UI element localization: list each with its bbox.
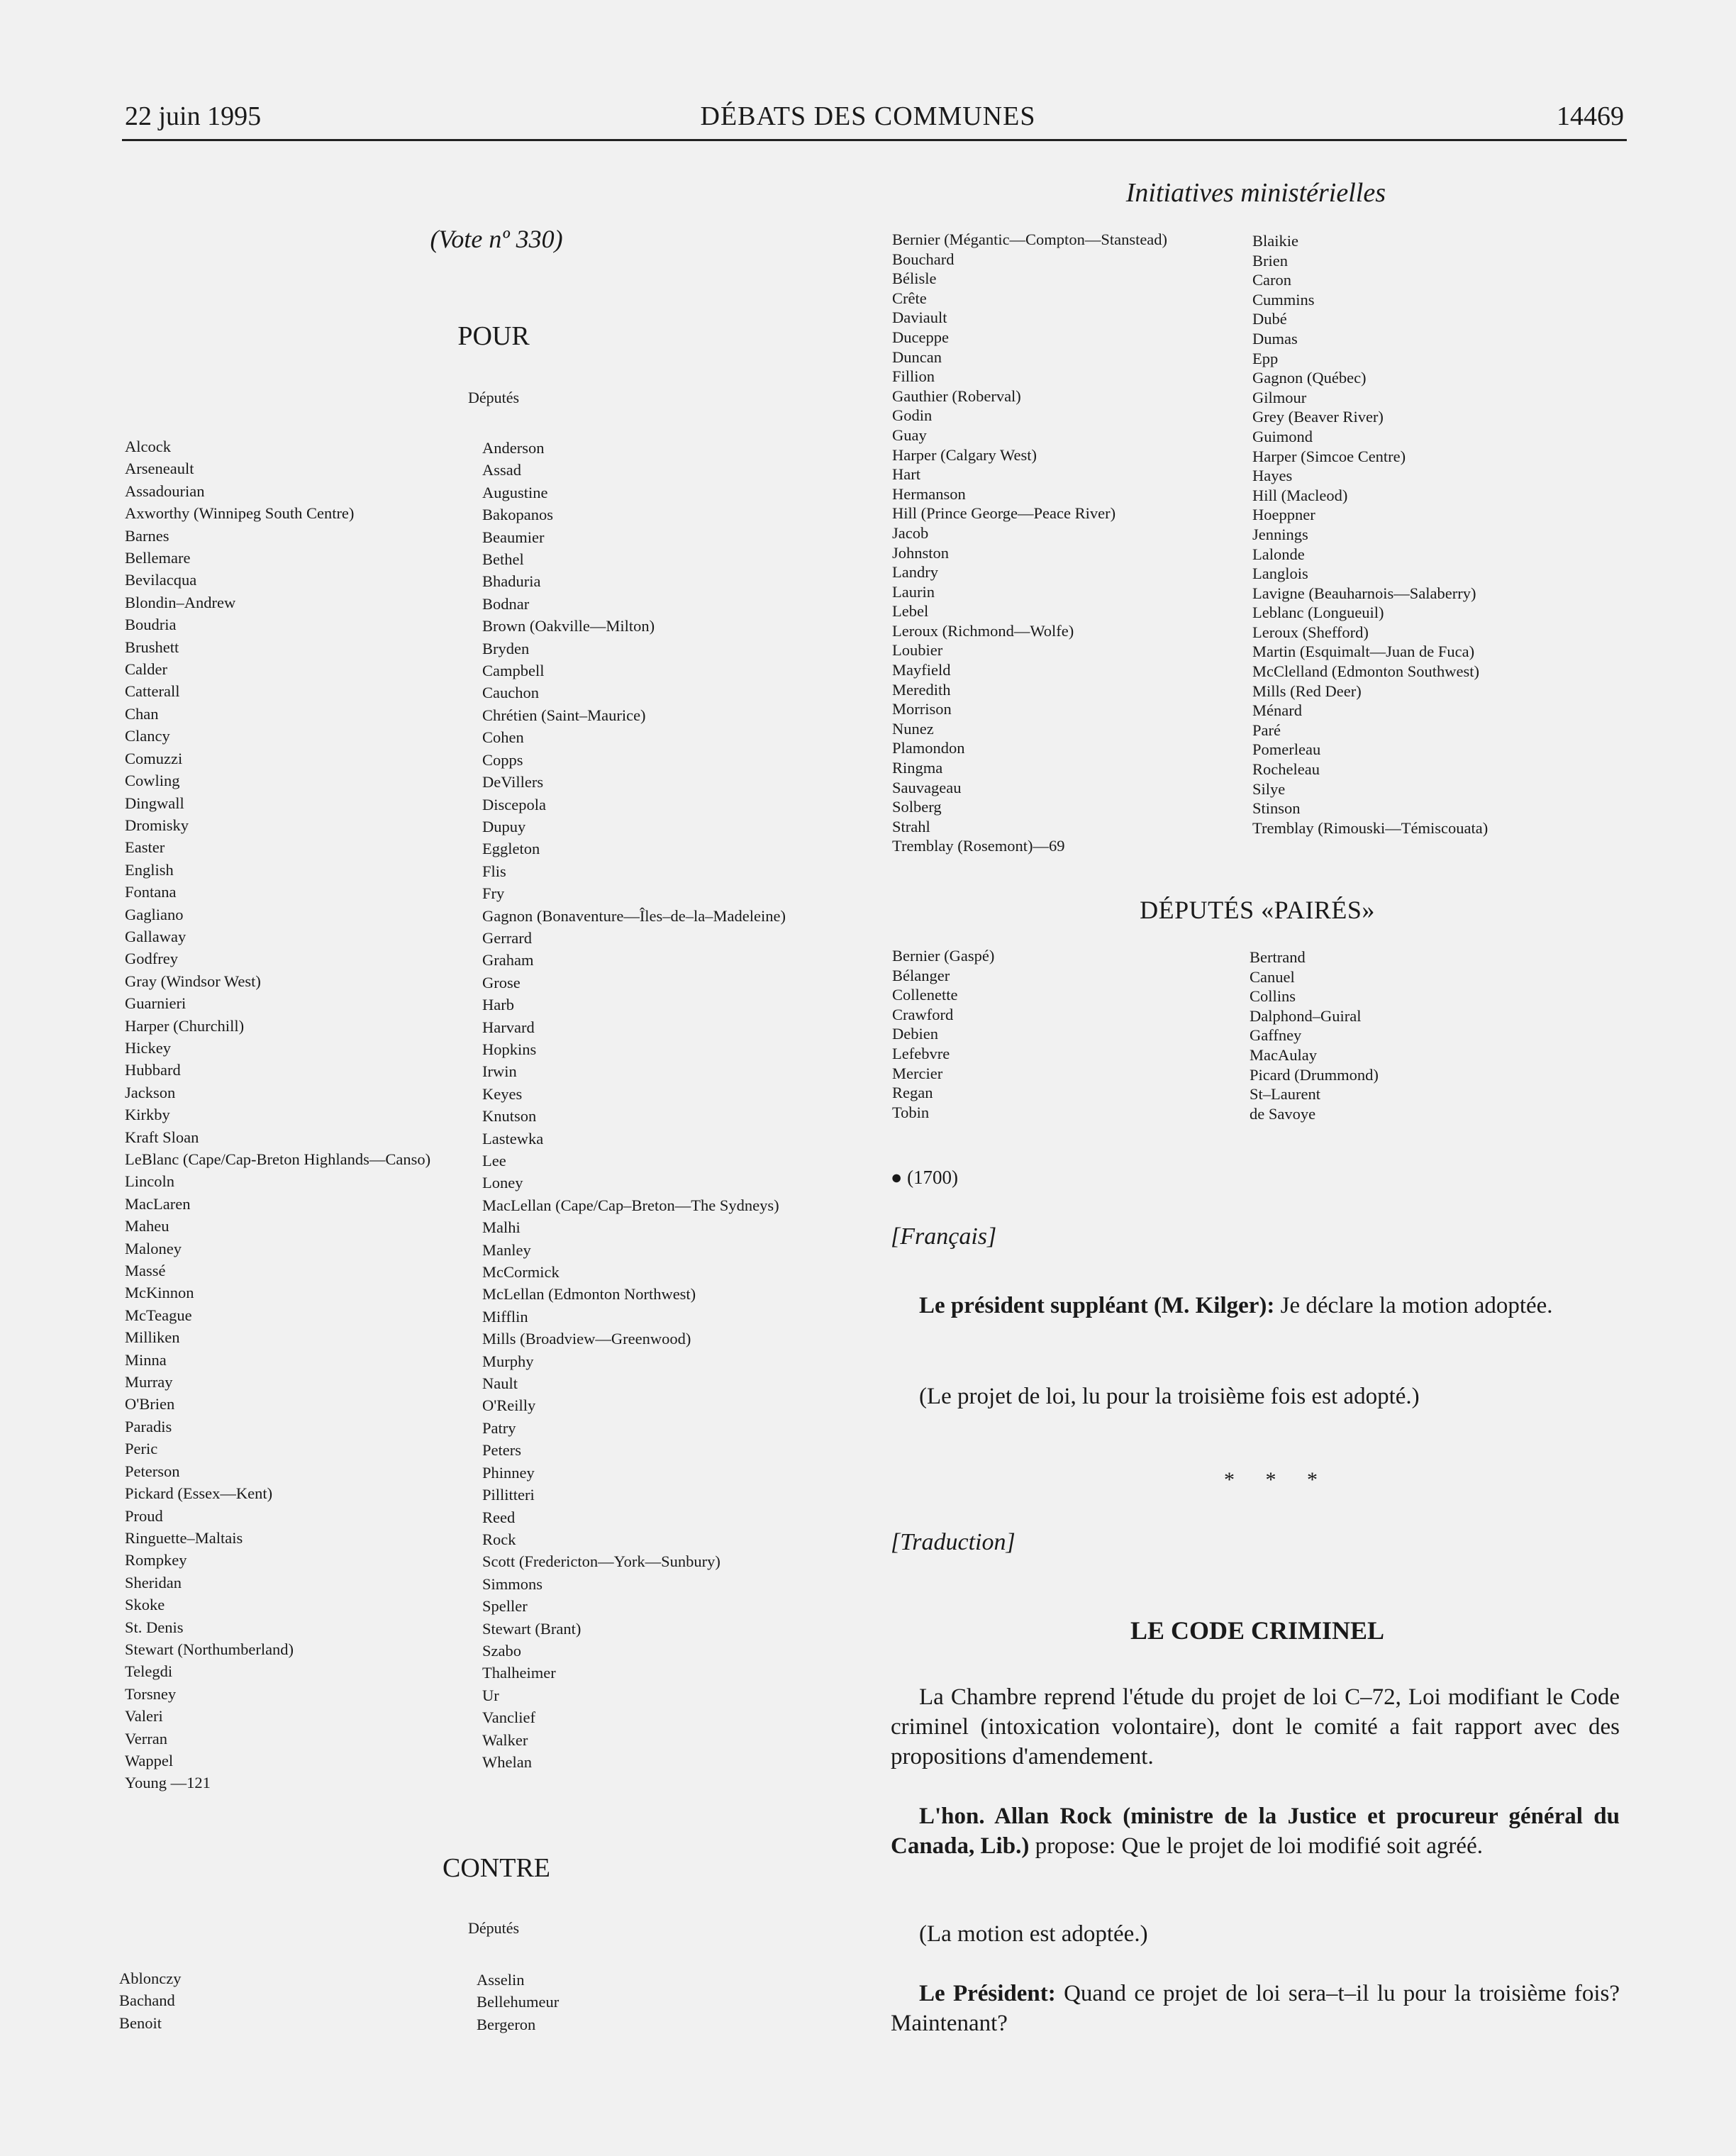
member-name: Tremblay (Rosemont)—69 bbox=[892, 837, 1065, 855]
member-name: LeBlanc (Cape/Cap-Breton Highlands—Canso) bbox=[125, 1150, 431, 1168]
member-name: Dromisky bbox=[125, 816, 189, 834]
time-marker: ● (1700) bbox=[891, 1167, 959, 1188]
header-page-number: 14469 bbox=[1557, 101, 1624, 131]
member-name: Flis bbox=[482, 862, 506, 880]
member-name: O'Reilly bbox=[482, 1396, 536, 1415]
member-name: Nunez bbox=[892, 719, 934, 738]
member-name: MacAulay bbox=[1250, 1045, 1317, 1064]
member-name: Patry bbox=[482, 1418, 516, 1437]
member-name: Kraft Sloan bbox=[125, 1128, 199, 1146]
member-name: Harb bbox=[482, 996, 514, 1014]
member-name: Gagliano bbox=[125, 905, 184, 923]
member-name: Guimond bbox=[1252, 427, 1313, 445]
member-name: Bhaduria bbox=[482, 572, 541, 591]
member-name: Valeri bbox=[125, 1707, 163, 1726]
pour-column-2 bbox=[482, 437, 786, 1773]
member-name: Assadourian bbox=[125, 482, 205, 500]
member-name: Speller bbox=[482, 1597, 528, 1616]
section-title: LE CODE CRIMINEL bbox=[1130, 1616, 1385, 1645]
member-name: Loney bbox=[482, 1174, 523, 1192]
member-name: Collins bbox=[1250, 987, 1296, 1006]
member-name: Skoke bbox=[125, 1596, 165, 1614]
member-name: Sauvageau bbox=[892, 778, 962, 796]
paires-column-1 bbox=[892, 946, 994, 1122]
rock-paragraph bbox=[891, 1801, 1620, 1861]
member-name: Hopkins bbox=[482, 1040, 537, 1058]
member-name: English bbox=[125, 860, 174, 879]
member-name: McKinnon bbox=[125, 1284, 194, 1302]
member-name: DeVillers bbox=[482, 773, 544, 791]
member-name: Brien bbox=[1252, 251, 1288, 270]
member-name: Dubé bbox=[1252, 310, 1287, 328]
member-name: Duncan bbox=[892, 348, 942, 366]
member-name: Anderson bbox=[482, 439, 545, 457]
contre-column-1 bbox=[119, 1967, 181, 2034]
member-name: Hill (Macleod) bbox=[1252, 486, 1348, 504]
member-name: Keyes bbox=[482, 1084, 523, 1103]
member-name: Crête bbox=[892, 289, 927, 307]
member-name: Jennings bbox=[1252, 525, 1308, 543]
member-name: Cauchon bbox=[482, 684, 539, 702]
speaker-name: Le Président: bbox=[919, 1981, 1056, 2006]
paires-column-2 bbox=[1250, 948, 1379, 1123]
member-name: Axworthy (Winnipeg South Centre) bbox=[125, 504, 355, 523]
member-name: Leroux (Richmond—Wolfe) bbox=[892, 621, 1074, 640]
member-name: Dalphond–Guiral bbox=[1250, 1006, 1362, 1025]
president-suppleant-paragraph bbox=[891, 1291, 1620, 1321]
member-name: Nault bbox=[482, 1374, 518, 1393]
member-name: Arseneault bbox=[125, 460, 194, 478]
member-name: Strahl bbox=[892, 817, 930, 835]
member-name: Paradis bbox=[125, 1417, 172, 1435]
member-name: St–Laurent bbox=[1250, 1085, 1320, 1104]
member-name: Debien bbox=[892, 1025, 938, 1043]
member-name: Tremblay (Rimouski—Témiscouata) bbox=[1252, 818, 1489, 837]
member-name: Whelan bbox=[482, 1752, 532, 1771]
president-paragraph bbox=[891, 1979, 1620, 2038]
member-name: Jacob bbox=[892, 523, 929, 542]
member-name: Telegdi bbox=[125, 1662, 173, 1681]
member-name: McClelland (Edmonton Southwest) bbox=[1252, 662, 1479, 681]
member-name: St. Denis bbox=[125, 1618, 184, 1636]
member-name: Loubier bbox=[892, 641, 943, 660]
member-name: Dingwall bbox=[125, 794, 184, 812]
member-name: Guarnieri bbox=[125, 994, 187, 1013]
member-name: Milliken bbox=[125, 1328, 180, 1347]
speaker-name: Le président suppléant (M. Kilger): bbox=[919, 1293, 1275, 1318]
member-name: Graham bbox=[482, 951, 534, 969]
member-name: Bodnar bbox=[482, 594, 530, 613]
member-name: Jackson bbox=[125, 1083, 176, 1101]
member-name: Fontana bbox=[125, 883, 177, 901]
member-name: Lastewka bbox=[482, 1129, 544, 1148]
member-name: Stewart (Northumberland) bbox=[125, 1640, 294, 1658]
member-name: Peric bbox=[125, 1440, 158, 1458]
member-name: Manley bbox=[482, 1240, 531, 1259]
member-name: Eggleton bbox=[482, 840, 540, 858]
member-name: Knutson bbox=[482, 1107, 537, 1126]
member-name: Duceppe bbox=[892, 328, 949, 346]
member-name: Grey (Beaver River) bbox=[1252, 408, 1384, 426]
member-name: Plamondon bbox=[892, 739, 965, 757]
pour-deputes-subtitle: Députés bbox=[467, 389, 520, 406]
member-name: Laurin bbox=[892, 582, 935, 601]
paires-title: DÉPUTÉS «PAIRÉS» bbox=[1140, 896, 1375, 924]
member-name: Assad bbox=[482, 461, 521, 479]
member-name: Lefebvre bbox=[892, 1044, 950, 1062]
member-name: Gallaway bbox=[125, 927, 187, 945]
member-name: Harper (Calgary West) bbox=[892, 445, 1037, 464]
contre-deputes-subtitle: Députés bbox=[467, 1919, 520, 1937]
member-name: Regan bbox=[892, 1084, 933, 1102]
member-name: Maloney bbox=[125, 1239, 182, 1257]
member-name: Leroux (Shefford) bbox=[1252, 623, 1369, 641]
separator-stars: * * * bbox=[1224, 1468, 1330, 1491]
traduction-tag: [Traduction] bbox=[891, 1529, 1016, 1555]
member-name: Blondin–Andrew bbox=[125, 593, 236, 611]
member-name: Tobin bbox=[892, 1103, 930, 1121]
member-name: O'Brien bbox=[125, 1395, 175, 1413]
member-name: Caron bbox=[1252, 271, 1291, 289]
member-name: Mills (Broadview—Greenwood) bbox=[482, 1330, 691, 1348]
member-name: Bellehumeur bbox=[477, 1993, 560, 2011]
member-name: Gagnon (Québec) bbox=[1252, 369, 1367, 387]
member-name: Dupuy bbox=[482, 817, 526, 835]
member-name: Catterall bbox=[125, 682, 180, 701]
member-name: Vanclief bbox=[482, 1708, 535, 1727]
member-name: Bryden bbox=[482, 639, 530, 657]
member-name: Gerrard bbox=[482, 928, 532, 947]
member-name: Blaikie bbox=[1252, 232, 1298, 250]
member-name: Langlois bbox=[1252, 565, 1308, 583]
member-name: Massé bbox=[125, 1262, 166, 1280]
member-name: Mills (Red Deer) bbox=[1252, 682, 1362, 700]
header-rule bbox=[122, 139, 1627, 141]
member-name: Hayes bbox=[1252, 467, 1293, 485]
member-name: Bachand bbox=[119, 1991, 175, 2010]
member-name: Young —121 bbox=[125, 1774, 211, 1792]
member-name: Hickey bbox=[125, 1038, 171, 1057]
time-marker-text: (1700) bbox=[907, 1167, 959, 1188]
member-name: Augustine bbox=[482, 483, 548, 501]
member-name: Ménard bbox=[1252, 701, 1302, 720]
member-name: Harvard bbox=[482, 1018, 535, 1036]
speech-text: Quand ce projet de loi sera–t–il lu pour la troisième fois? Maintenant? bbox=[891, 1981, 1620, 2036]
member-name: Hubbard bbox=[125, 1061, 181, 1079]
header-title: DÉBATS DES COMMUNES bbox=[700, 101, 1036, 131]
member-name: Benoit bbox=[119, 2013, 162, 2032]
member-name: Martin (Esquimalt—Juan de Fuca) bbox=[1252, 643, 1475, 661]
member-name: Bernier (Mégantic—Compton—Stanstead) bbox=[892, 230, 1168, 248]
bill-adopted-note: (Le projet de loi, lu pour la troisième fois est adopté.) bbox=[919, 1384, 1420, 1409]
member-name: Canuel bbox=[1250, 967, 1295, 986]
member-name: Clancy bbox=[125, 727, 170, 745]
member-name: Beaumier bbox=[482, 528, 545, 546]
member-name: Kirkby bbox=[125, 1106, 170, 1124]
member-name: Reed bbox=[482, 1508, 516, 1526]
member-name: Pomerleau bbox=[1252, 740, 1321, 759]
member-name: Szabo bbox=[482, 1641, 521, 1660]
member-name: Minna bbox=[125, 1350, 167, 1369]
member-name: Thalheimer bbox=[482, 1664, 556, 1682]
member-name: Irwin bbox=[482, 1062, 517, 1081]
member-name: Mayfield bbox=[892, 661, 951, 679]
member-name: Picard (Drummond) bbox=[1250, 1065, 1379, 1084]
member-name: de Savoye bbox=[1250, 1104, 1316, 1123]
member-name: Lincoln bbox=[125, 1172, 174, 1191]
member-name: Bellemare bbox=[125, 549, 191, 567]
member-name: Ablonczy bbox=[119, 1969, 182, 1987]
member-name: Gilmour bbox=[1252, 388, 1307, 406]
member-name: Fillion bbox=[892, 367, 935, 386]
vote-label: (Vote nº 330) bbox=[430, 225, 563, 253]
member-name: Rock bbox=[482, 1530, 516, 1548]
member-name: Ur bbox=[482, 1686, 499, 1704]
member-name: Brown (Oakville—Milton) bbox=[482, 617, 655, 635]
member-name: Stewart (Brant) bbox=[482, 1619, 582, 1638]
member-name: Ringuette–Maltais bbox=[125, 1528, 243, 1547]
member-name: Hill (Prince George—Peace River) bbox=[892, 504, 1116, 523]
member-name: Gray (Windsor West) bbox=[125, 972, 261, 990]
member-name: Pickard (Essex—Kent) bbox=[125, 1484, 273, 1503]
member-name: Harper (Simcoe Centre) bbox=[1252, 447, 1406, 465]
member-name: Malhi bbox=[482, 1218, 521, 1237]
member-name: Boudria bbox=[125, 616, 177, 634]
member-name: Phinney bbox=[482, 1463, 535, 1482]
contre-column-3 bbox=[892, 230, 1167, 856]
member-name: Mifflin bbox=[482, 1307, 528, 1326]
resume-paragraph: La Chambre reprend l'étude du projet de loi C–72, Loi modifiant le Code criminel (intoxication volontaire), dont le comité a fait rapport avec des propositions d'amendement. bbox=[891, 1684, 1620, 1769]
speaker-name: L'hon. Allan Rock (ministre de la Justice et procureur général du Canada, Lib.) bbox=[891, 1804, 1620, 1859]
member-name: Comuzzi bbox=[125, 749, 183, 767]
member-name: Collenette bbox=[892, 986, 958, 1004]
member-name: Rompkey bbox=[125, 1551, 187, 1569]
member-name: Bélanger bbox=[892, 966, 950, 984]
member-name: Lavigne (Beauharnois—Salaberry) bbox=[1252, 584, 1476, 602]
member-name: Cummins bbox=[1252, 290, 1315, 309]
member-name: Chrétien (Saint–Maurice) bbox=[482, 706, 646, 724]
member-name: Proud bbox=[125, 1506, 163, 1525]
member-name: MacLellan (Cape/Cap–Breton—The Sydneys) bbox=[482, 1196, 779, 1214]
member-name: Leblanc (Longueuil) bbox=[1252, 604, 1384, 622]
running-head: Initiatives ministérielles bbox=[1125, 178, 1386, 208]
member-name: Bélisle bbox=[892, 270, 937, 288]
member-name: Paré bbox=[1252, 721, 1281, 739]
pour-title: POUR bbox=[457, 321, 530, 351]
member-name: Simmons bbox=[482, 1574, 543, 1593]
member-name: Landry bbox=[892, 563, 938, 582]
member-name: Silye bbox=[1252, 779, 1286, 798]
member-name: Hoeppner bbox=[1252, 506, 1315, 524]
member-name: Barnes bbox=[125, 526, 169, 545]
member-name: Dumas bbox=[1252, 329, 1298, 348]
member-name: Meredith bbox=[892, 680, 951, 699]
member-name: Lee bbox=[482, 1152, 506, 1169]
member-name: Hermanson bbox=[892, 484, 966, 503]
member-name: Murray bbox=[125, 1373, 173, 1391]
member-name: Gauthier (Roberval) bbox=[892, 387, 1021, 405]
speech-text: Je déclare la motion adoptée. bbox=[1274, 1293, 1553, 1318]
member-name: McCormick bbox=[482, 1263, 560, 1282]
member-name: Guay bbox=[892, 426, 927, 444]
member-name: Mercier bbox=[892, 1064, 943, 1082]
member-name: Rocheleau bbox=[1252, 760, 1320, 779]
member-name: Campbell bbox=[482, 662, 545, 680]
member-name: Asselin bbox=[477, 1971, 525, 1989]
member-name: Cowling bbox=[125, 772, 180, 790]
contre-column-2 bbox=[477, 1969, 559, 2035]
member-name: Morrison bbox=[892, 700, 952, 718]
member-name: Stinson bbox=[1252, 799, 1301, 818]
member-name: Godfrey bbox=[125, 950, 178, 968]
member-name: Scott (Fredericton—York—Sunbury) bbox=[482, 1552, 720, 1571]
member-name: Godin bbox=[892, 406, 933, 425]
member-name: Copps bbox=[482, 750, 523, 769]
member-name: Walker bbox=[482, 1730, 528, 1749]
header-date: 22 juin 1995 bbox=[125, 101, 262, 131]
motion-adopted-note: (La motion est adoptée.) bbox=[919, 1921, 1148, 1947]
member-name: McLellan (Edmonton Northwest) bbox=[482, 1285, 696, 1304]
member-name: Harper (Churchill) bbox=[125, 1016, 245, 1035]
member-name: Bakopanos bbox=[482, 506, 553, 524]
member-name: Bouchard bbox=[892, 250, 955, 268]
member-name: Crawford bbox=[892, 1005, 954, 1023]
member-name: Wappel bbox=[125, 1751, 174, 1769]
member-name: Epp bbox=[1252, 349, 1279, 367]
member-name: Solberg bbox=[892, 798, 942, 816]
member-name: Pillitteri bbox=[482, 1486, 535, 1504]
member-name: Torsney bbox=[125, 1684, 177, 1703]
member-name: Bergeron bbox=[477, 2015, 536, 2033]
member-name: Bernier (Gaspé) bbox=[892, 947, 995, 965]
member-name: Maheu bbox=[125, 1217, 169, 1235]
member-name: Lalonde bbox=[1252, 545, 1305, 563]
member-name: Lebel bbox=[892, 602, 929, 621]
member-name: Verran bbox=[125, 1729, 167, 1747]
member-name: Gaffney bbox=[1250, 1026, 1302, 1045]
member-name: Brushett bbox=[125, 638, 179, 656]
member-name: Hart bbox=[892, 465, 920, 484]
member-name: Discepola bbox=[482, 795, 546, 813]
speech-text: propose: Que le projet de loi modifié soit agréé. bbox=[1029, 1833, 1483, 1859]
member-name: Fry bbox=[482, 884, 505, 903]
member-name: Cohen bbox=[482, 728, 524, 747]
member-name: Johnston bbox=[892, 543, 950, 562]
member-name: Bertrand bbox=[1250, 948, 1306, 966]
member-name: McTeague bbox=[125, 1306, 192, 1324]
member-name: Gagnon (Bonaventure—Îles–de–la–Madeleine) bbox=[482, 906, 786, 925]
member-name: Easter bbox=[125, 838, 165, 857]
member-name: Alcock bbox=[125, 438, 171, 455]
member-name: Sheridan bbox=[125, 1573, 182, 1591]
member-name: Daviault bbox=[892, 309, 947, 327]
member-name: Chan bbox=[125, 704, 159, 723]
pour-column-1 bbox=[125, 435, 430, 1794]
member-name: MacLaren bbox=[125, 1194, 191, 1213]
contre-title: CONTRE bbox=[443, 1853, 550, 1883]
member-name: Calder bbox=[125, 660, 167, 679]
francais-tag: [Français] bbox=[891, 1223, 997, 1250]
member-name: Peterson bbox=[125, 1462, 180, 1480]
contre-column-4 bbox=[1252, 231, 1488, 838]
member-name: Murphy bbox=[482, 1352, 534, 1370]
member-name: Peters bbox=[482, 1441, 521, 1460]
member-name: Bethel bbox=[482, 550, 524, 569]
member-name: Grose bbox=[482, 973, 521, 991]
member-name: Bevilacqua bbox=[125, 571, 197, 589]
member-name: Ringma bbox=[892, 759, 943, 777]
